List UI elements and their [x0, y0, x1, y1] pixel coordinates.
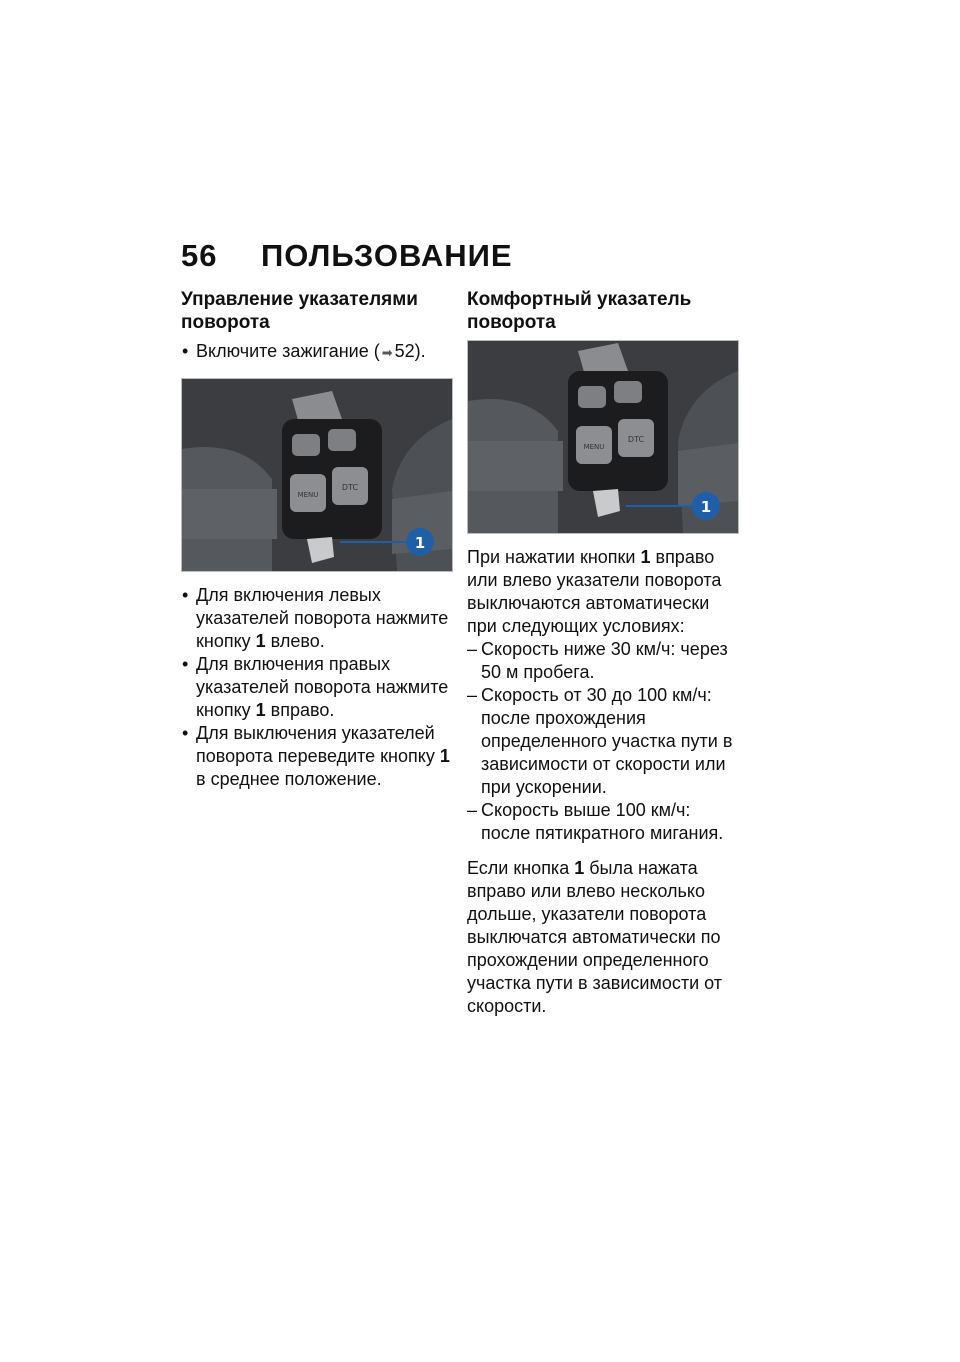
condition-item: – Скорость от 30 до 100 км/ч: после прохождения определенного участка пути в зависимости от скорости или при ускорении. [467, 684, 739, 799]
menu-button-label: MENU [297, 491, 319, 499]
instruction-item: • Для включения правых указателей поворота нажмите кнопку 1 вправо. [181, 653, 453, 722]
dtc-button-label: DTC [341, 483, 359, 492]
condition-item: – Скорость выше 100 км/ч: после пятикратного мигания. [467, 799, 739, 845]
intro-item: • Включите зажигание ( ➡ 52). [181, 340, 453, 364]
instruction-list [181, 584, 453, 791]
handlebar-switch-photo [467, 340, 739, 534]
paragraph: При нажатии кнопки 1 вправо или влево указатели поворота выключаются автоматически при следующих условиях: [467, 547, 722, 636]
paragraph: Если кнопка 1 была нажата вправо или влево несколько дольше, указатели поворота выключатся автоматически по прохождении определенного участка пути в зависимости от скорости. [467, 858, 723, 1016]
page-ref[interactable]: 52 [394, 341, 415, 361]
menu-button-label: MENU [583, 443, 605, 451]
page-header [181, 238, 513, 274]
right-column [467, 288, 739, 1018]
left-column [181, 288, 453, 791]
instruction-item: • Для выключения указателей поворота переведите кнопку 1 в среднее положение. [181, 722, 453, 791]
condition-item: – Скорость ниже 30 км/ч: через 50 м пробега. [467, 638, 739, 684]
page-ref-arrow-icon: ➡ [381, 345, 393, 360]
dtc-button-label: DTC [627, 435, 645, 444]
instruction-item: • Для включения левых указателей поворота нажмите кнопку 1 влево. [181, 584, 453, 653]
page-number: 56 [181, 238, 218, 273]
conditions-list [467, 638, 739, 845]
callout-1: 1 [414, 534, 426, 552]
section-heading: Управление указателями поворота [181, 289, 418, 333]
section-heading: Комфортный указатель поворота [467, 289, 692, 333]
page-title: ПОЛЬЗОВАНИЕ [261, 238, 513, 273]
handlebar-switch-photo [181, 378, 453, 572]
callout-1: 1 [700, 498, 712, 516]
intro-list [181, 340, 453, 364]
